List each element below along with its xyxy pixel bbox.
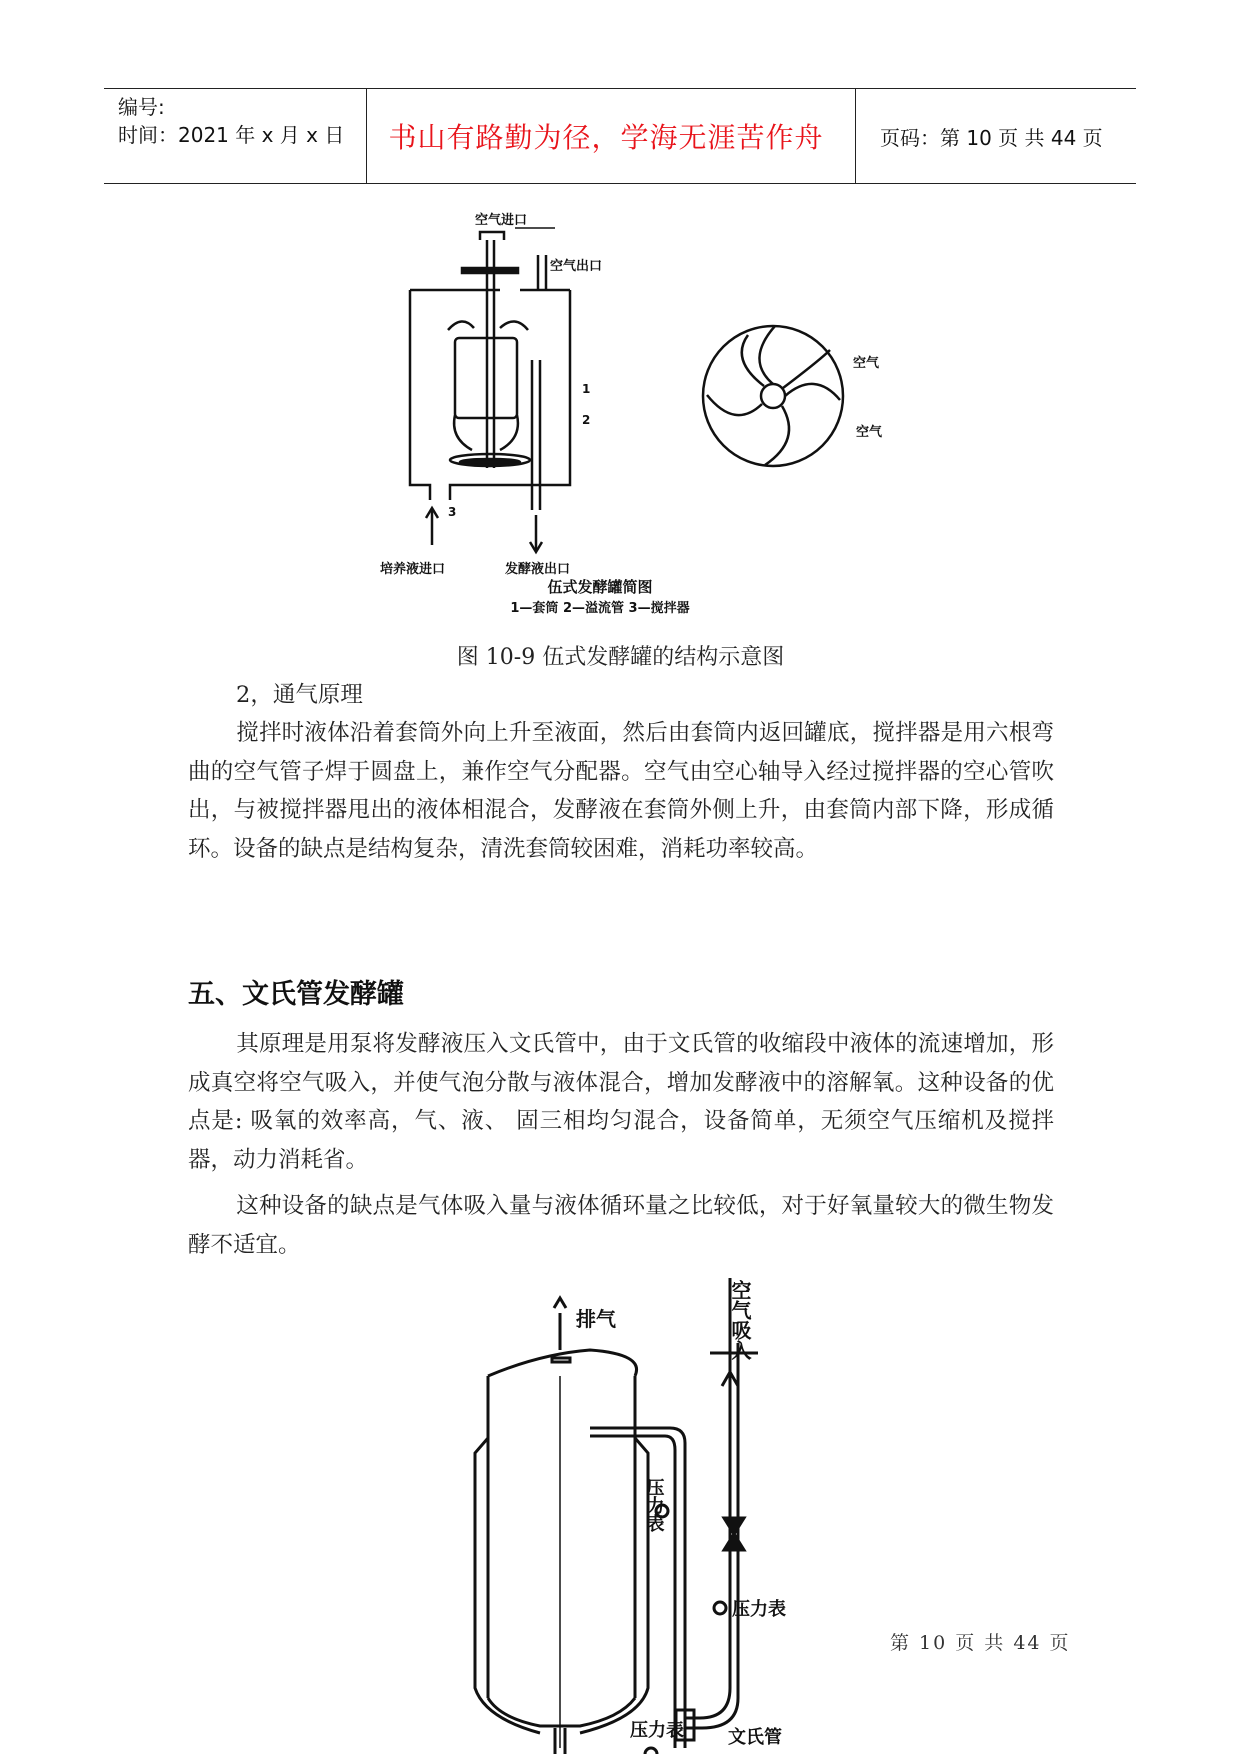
figure-venturi-fermenter [440,1278,860,1754]
section-heading-venturi: 五、文氏管发酵罐 [188,979,404,1010]
time-label: 时间：2021 年 x 月 x 日 [118,123,345,147]
label-broth-outlet: 发酵液出口 [505,562,571,577]
label-air-b: 空气 [856,425,883,440]
label-air-inlet: 空气进口 [475,213,528,228]
figure1-inner-legend: 1—套筒 2—溢流管 3—搅拌器 [510,601,690,616]
label-overflow-number: 2 [582,413,591,427]
paragraph-venturi-principle [188,1025,1054,1179]
serial-label: 编号: [118,95,165,119]
label-venturi: 文氏管 [728,1727,782,1748]
label-gauge-bottom: 压力表 [630,1720,684,1741]
figure1-inner-title: 伍式发酵罐简图 [547,578,653,596]
paragraph-venturi-drawbacks [188,1187,1054,1264]
label-agitator-number: 3 [448,505,457,519]
header-divider-right [855,89,856,183]
label-exhaust: 排气 [576,1307,616,1331]
figure-wu-fermenter [350,210,910,620]
header-page-info: 页码：第 10 页 共 44 页 [880,125,1103,150]
figure1-caption: 图 10-9 伍式发酵罐的结构示意图 [456,645,785,670]
paragraph-text: 其原理是用泵将发酵液压入文氏管中，由于文氏管的收缩段中液体的流速增加，形成真空将空气吸入，并使气泡分散与液体混合，增加发酵液中的溶解氧。这种设备的优点是: 吸氧的效率高，气、液、 固三相均匀混合，设备简单，无须空气压缩机及搅拌器，动力消耗省。 [188,1031,1054,1173]
paragraph-text: 这种设备的缺点是气体吸入量与液体循环量之比较低，对于好氧量较大的微生物发酵不适宜。 [188,1193,1054,1258]
subtitle-text: 2，通气原理 [236,682,363,708]
paragraph-text: 搅拌时液体沿着套筒外向上升至液面，然后由套筒内返回罐底，搅拌器是用六根弯曲的空气管子焊于圆盘上，兼作空气分配器。空气由空心轴导入经过搅拌器的空心管吹出，与被搅拌器甩出的液体相混合，发酵液在套筒外侧上升，由套筒内部下降，形成循环。设备的缺点是结构复杂，清洗套筒较困难，消耗功率较高。 [188,720,1054,862]
header-motto: 书山有路勤为径，学海无涯苦作舟 [388,121,824,154]
header-left-cell [118,93,344,149]
subtitle-aeration-principle [188,676,1054,715]
label-air-a: 空气 [853,356,880,371]
label-gauge-left: 压力表 [643,1478,665,1532]
footer-page-number: 第 10 页 共 44 页 [890,1632,1071,1654]
header-table [104,88,1136,184]
paragraph-aeration-principle [188,714,1054,868]
label-gauge-right: 压力表 [732,1599,786,1620]
label-air-outlet: 空气出口 [550,259,603,274]
label-air-suction: 空气吸入 [728,1280,752,1360]
label-sleeve-number: 1 [582,382,591,396]
label-feed-inlet: 培养液进口 [380,562,446,577]
